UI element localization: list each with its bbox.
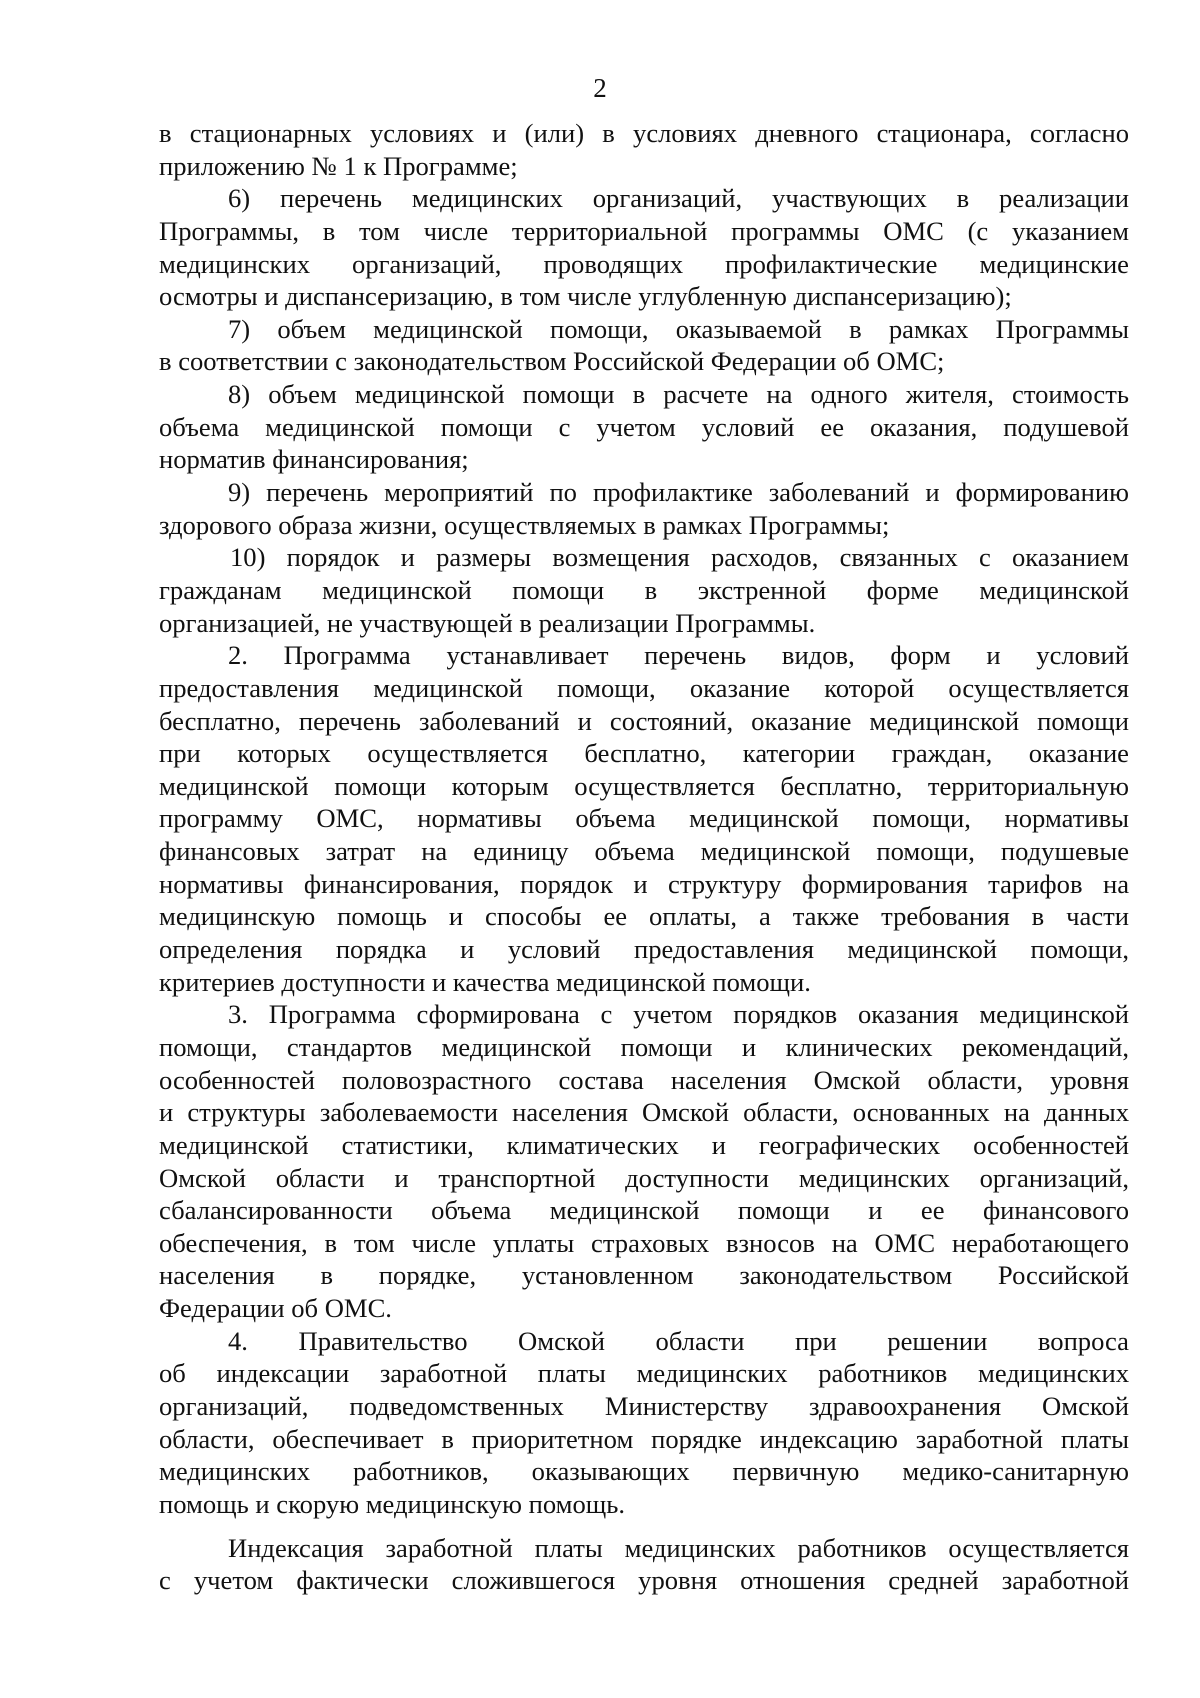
text-line: 7) объем медицинской помощи, оказываемой в рамках Программы [228, 313, 1129, 344]
text-line: сбалансированности объема медицинской помощи и ее финансового [159, 1195, 1129, 1226]
text-line: бесплатно, перечень заболеваний и состояний, оказание медицинской помощи [159, 705, 1129, 736]
text-line: 9) перечень мероприятий по профилактике заболеваний и формированию [228, 477, 1129, 508]
text-line: Омской области и транспортной доступности медицинских организаций, [159, 1162, 1129, 1193]
text-line: приложению № 1 к Программе; [159, 150, 518, 181]
text-line: 4. Правительство Омской области при решении вопроса [228, 1325, 1129, 1356]
text-line: организацией, не участвующей в реализации Программы. [159, 607, 816, 638]
text-line: финансовых затрат на единицу объема медицинской помощи, подушевые [159, 836, 1129, 867]
text-line: в соответствии с законодательством Российской Федерации об ОМС; [159, 346, 945, 377]
page-number: 2 [593, 73, 607, 103]
text-line: Федерации об ОМС. [159, 1293, 392, 1324]
text-line: особенностей половозрастного состава населения Омской области, уровня [159, 1064, 1129, 1095]
text-line: об индексации заработной платы медицинских работников медицинских [159, 1358, 1129, 1389]
text-line: организаций, подведомственных Министерству здравоохранения Омской [159, 1390, 1129, 1421]
text-line: объема медицинской помощи с учетом условий ее оказания, подушевой [159, 411, 1129, 442]
text-line: определения порядка и условий предоставления медицинской помощи, [159, 934, 1129, 965]
text-line: Программы, в том числе территориальной программы ОМС (с указанием [159, 215, 1129, 246]
text-line: при которых осуществляется бесплатно, категории граждан, оказание [159, 738, 1129, 769]
text-line: норматив финансирования; [159, 444, 469, 475]
text-line: 2. Программа устанавливает перечень видов, форм и условий [228, 640, 1129, 671]
text-line: медицинскую помощь и способы ее оплаты, а также требования в части [159, 901, 1129, 932]
text-line: предоставления медицинской помощи, оказание которой осуществляется [159, 672, 1129, 703]
text-line: обеспечения, в том числе уплаты страховых взносов на ОМС неработающего [159, 1227, 1129, 1258]
text-line: и структуры заболеваемости населения Омской области, основанных на данных [159, 1097, 1129, 1128]
text-line: 10) порядок и размеры возмещения расходов, связанных с оказанием [230, 542, 1129, 573]
text-line: населения в порядке, установленном законодательством Российской [159, 1260, 1129, 1291]
text-line: осмотры и диспансеризацию, в том числе углубленную диспансеризацию); [159, 281, 1012, 312]
text-line: 3. Программа сформирована с учетом порядков оказания медицинской [228, 999, 1129, 1030]
text-line: медицинских работников, оказывающих первичную медико-санитарную [159, 1456, 1129, 1487]
text-line: критериев доступности и качества медицинской помощи. [159, 966, 811, 997]
text-line: Индексация заработной платы медицинских работников осуществляется [228, 1532, 1129, 1563]
text-line: области, обеспечивает в приоритетном порядке индексацию заработной платы [159, 1423, 1129, 1454]
text-line: с учетом фактически сложившегося уровня отношения средней заработной [159, 1565, 1129, 1596]
text-line: нормативы финансирования, порядок и структуру формирования тарифов на [159, 868, 1129, 899]
text-line: 6) перечень медицинских организаций, участвующих в реализации [228, 183, 1129, 214]
document-body [159, 117, 1129, 1597]
text-line: 8) объем медицинской помощи в расчете на одного жителя, стоимость [228, 379, 1129, 410]
text-line: помощь и скорую медицинскую помощь. [159, 1488, 626, 1519]
text-line: в стационарных условиях и (или) в условиях дневного стационара, согласно [159, 118, 1129, 148]
text-line: программу ОМС, нормативы объема медицинской помощи, нормативы [159, 803, 1129, 834]
text-line: медицинских организаций, проводящих профилактические медицинские [159, 248, 1129, 279]
text-line: здорового образа жизни, осуществляемых в рамках Программы; [159, 509, 890, 540]
text-line: медицинской статистики, климатических и географических особенностей [159, 1129, 1129, 1160]
text-line: гражданам медицинской помощи в экстренной форме медицинской [159, 574, 1129, 605]
text-line: медицинской помощи которым осуществляется бесплатно, территориальную [159, 770, 1129, 801]
text-line: помощи, стандартов медицинской помощи и клинических рекомендаций, [159, 1031, 1129, 1062]
